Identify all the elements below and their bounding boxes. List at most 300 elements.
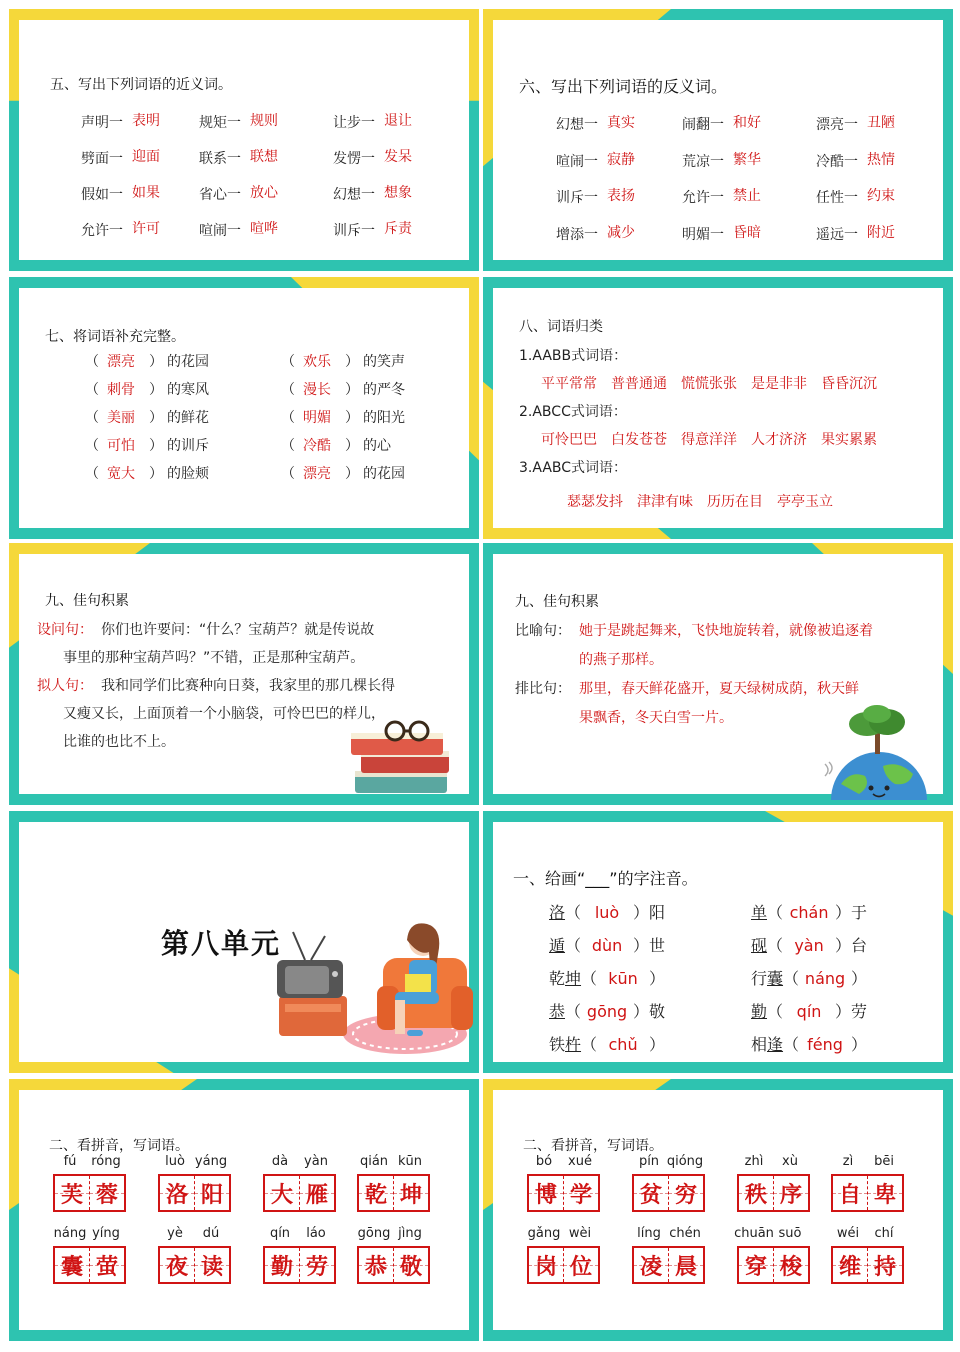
open-paren: （ xyxy=(565,1002,582,1021)
grid-cell xyxy=(359,1176,393,1210)
pinyin-answer: chǔ xyxy=(608,1035,638,1054)
answer-char: 穷 xyxy=(674,1182,697,1208)
grid-cell xyxy=(89,1248,124,1282)
pinyin-answer: yàn xyxy=(794,936,824,955)
category-heading-aabb: 1.AABB式词语： xyxy=(519,348,628,364)
word-prompt: 训斥一 xyxy=(333,223,375,239)
grid-cell xyxy=(160,1176,194,1210)
answer-word: 放心 xyxy=(250,185,278,201)
slide-title: 九、佳句积累 xyxy=(515,594,599,610)
underlined-char: 坤 xyxy=(565,969,582,988)
answer-char: 穿 xyxy=(744,1254,767,1280)
slide-complete-phrases xyxy=(9,277,479,539)
word-prompt: 允许一 xyxy=(81,223,123,239)
slide-unit-title xyxy=(9,811,479,1073)
grid-cell xyxy=(634,1176,668,1210)
slide-title: 六、写出下列词语的反义词。 xyxy=(519,77,728,96)
answer-char: 蓉 xyxy=(95,1182,118,1208)
answer-word: 丑陋 xyxy=(867,115,895,131)
answer-word: 可怕 xyxy=(107,438,135,454)
pinyin-syllable: pín xyxy=(638,1154,660,1169)
tianzige-grid xyxy=(357,1246,430,1284)
phrase-suffix: 的阳光 xyxy=(363,410,405,426)
pinyin-row xyxy=(549,966,665,989)
sentence-text: 果飘香，冬天白雪一片。 xyxy=(579,710,733,726)
grid-cell xyxy=(160,1248,194,1282)
grid-cell xyxy=(563,1248,598,1282)
pinyin-syllable: dà xyxy=(271,1154,289,1169)
close-paren: ） xyxy=(149,382,163,398)
pinyin-syllable: yáng xyxy=(194,1154,228,1169)
close-paren: ） xyxy=(345,438,359,454)
word-prompt: 劈面一 xyxy=(81,151,123,167)
answer-word: 寂静 xyxy=(607,152,635,168)
answer-char: 囊 xyxy=(60,1254,83,1280)
underlined-char: 砚 xyxy=(751,936,768,955)
open-paren: （ xyxy=(281,466,295,482)
tianzige-grid xyxy=(632,1174,705,1212)
open-paren: （ xyxy=(783,969,800,988)
grid-cell xyxy=(55,1248,89,1282)
tianzige-grid xyxy=(53,1174,126,1212)
tianzige-grid xyxy=(263,1174,336,1212)
underlined-char: 勤 xyxy=(751,1002,768,1021)
open-paren: （ xyxy=(85,466,99,482)
category-heading-abcc: 2.ABCC式词语： xyxy=(519,404,627,420)
underlined-char: 恭 xyxy=(549,1002,566,1021)
grid-cell xyxy=(194,1248,229,1282)
pinyin-syllable: xù xyxy=(782,1154,798,1169)
underlined-char: 单 xyxy=(751,903,768,922)
answer-char: 阳 xyxy=(200,1182,223,1208)
slide-body xyxy=(493,822,943,1062)
open-paren: （ xyxy=(85,354,99,370)
open-paren: （ xyxy=(767,1002,784,1021)
close-paren: ） xyxy=(149,354,163,370)
grid-cell xyxy=(299,1248,334,1282)
slide-title: 八、词语归类 xyxy=(519,319,603,335)
tianzige-grid xyxy=(737,1174,810,1212)
answer-word: 斥责 xyxy=(384,221,412,237)
word-prompt: 荒凉一 xyxy=(682,154,724,170)
pinyin-syllable: yàn xyxy=(304,1154,328,1169)
word-prompt: 规矩一 xyxy=(199,115,241,131)
slide-title: 二、看拼音，写词语。 xyxy=(523,1138,663,1154)
answer-char: 劳 xyxy=(305,1254,328,1280)
grid-cell xyxy=(265,1248,299,1282)
grid-cell xyxy=(55,1176,89,1210)
slide-pinyin-annotation xyxy=(483,811,953,1073)
answer-word: 美丽 xyxy=(107,410,135,426)
girl-watching-tv-illustration xyxy=(265,914,475,1060)
close-paren: ） xyxy=(851,969,868,988)
close-paren: ）于 xyxy=(835,903,868,922)
close-paren: ） xyxy=(345,354,359,370)
open-paren: （ xyxy=(767,903,784,922)
answer-word: 许可 xyxy=(132,221,160,237)
close-paren: ）世 xyxy=(633,936,666,955)
sentence-text: 事里的那种宝葫芦吗？”不错，正是那种宝葫芦。 xyxy=(63,650,365,666)
answer-word: 约束 xyxy=(867,188,895,204)
answer-char: 萤 xyxy=(95,1254,118,1280)
prefix-char: 相 xyxy=(751,1035,768,1054)
answer-char: 坤 xyxy=(399,1182,422,1208)
word-prompt: 任性一 xyxy=(816,190,858,206)
word-prompt: 省心一 xyxy=(199,187,241,203)
pinyin-syllable: xué xyxy=(568,1154,592,1169)
phrase-suffix: 的花园 xyxy=(167,354,209,370)
close-paren: ） xyxy=(345,410,359,426)
slide-title: 五、写出下列词语的近义词。 xyxy=(50,77,232,93)
answer-char: 自 xyxy=(838,1182,861,1208)
pinyin-syllable: jìng xyxy=(398,1226,422,1241)
pinyin-syllable: fú xyxy=(63,1154,77,1169)
word-prompt: 发愣一 xyxy=(333,151,375,167)
grid-cell xyxy=(563,1176,598,1210)
prefix-char: 行 xyxy=(751,969,768,988)
pinyin-row xyxy=(751,999,867,1022)
close-paren: ）阳 xyxy=(633,903,666,922)
slide-title: 一、给画“___”的字注音。 xyxy=(513,869,698,888)
slide-body xyxy=(493,554,943,794)
phrase-suffix: 的严冬 xyxy=(363,382,405,398)
word-prompt: 明媚一 xyxy=(682,227,724,243)
slide-word-categories xyxy=(483,277,953,539)
open-paren: （ xyxy=(281,354,295,370)
category-words-aabc: 瑟瑟发抖 津津有味 历历在目 亭亭玉立 xyxy=(567,494,833,510)
sentence-text: 又瘦又长，上面顶着一个小脑袋，可怜巴巴的样儿， xyxy=(63,706,385,722)
pinyin-syllable: dú xyxy=(202,1226,220,1241)
phrase-suffix: 的寒风 xyxy=(167,382,209,398)
answer-word: 和好 xyxy=(733,115,761,131)
grid-cell xyxy=(668,1176,703,1210)
pinyin-answer: kūn xyxy=(608,969,638,988)
close-paren: ） xyxy=(149,438,163,454)
sentence-text: 的燕子那样。 xyxy=(579,652,663,668)
grid-cell xyxy=(194,1176,229,1210)
grid-cell xyxy=(529,1248,563,1282)
word-prompt: 喧闹一 xyxy=(556,154,598,170)
slide-sentences-b xyxy=(483,543,953,805)
sentence-label-parallelism: 排比句： xyxy=(515,681,571,697)
open-paren: （ xyxy=(85,410,99,426)
pinyin-syllable: wéi xyxy=(836,1226,860,1241)
pinyin-syllable: chén xyxy=(669,1226,701,1241)
slide-title: 九、佳句积累 xyxy=(45,593,129,609)
word-prompt: 声明一 xyxy=(81,115,123,131)
sentence-label-metaphor: 比喻句： xyxy=(515,623,571,639)
slide-body xyxy=(19,20,469,260)
open-paren: （ xyxy=(581,969,598,988)
answer-word: 减少 xyxy=(607,225,635,241)
word-prompt: 冷酷一 xyxy=(816,154,858,170)
grid-cell xyxy=(668,1248,703,1282)
answer-word: 如果 xyxy=(132,185,160,201)
slide-body xyxy=(19,554,469,794)
grid-cell xyxy=(833,1176,867,1210)
pinyin-row xyxy=(751,900,867,923)
open-paren: （ xyxy=(783,1035,800,1054)
open-paren: （ xyxy=(565,903,582,922)
answer-char: 持 xyxy=(873,1254,896,1280)
pinyin-syllable: chuān xyxy=(734,1226,774,1241)
close-paren: ） xyxy=(345,466,359,482)
pinyin-syllable: chí xyxy=(874,1226,894,1241)
close-paren: ） xyxy=(345,382,359,398)
grid-cell xyxy=(393,1248,428,1282)
slide-body xyxy=(493,288,943,528)
open-paren: （ xyxy=(85,382,99,398)
grid-cell xyxy=(867,1248,902,1282)
pinyin-syllable: suō xyxy=(778,1226,802,1241)
sentence-text: 比谁的也比不上。 xyxy=(63,734,175,750)
pinyin-syllable: bó xyxy=(535,1154,553,1169)
answer-char: 夜 xyxy=(165,1254,188,1280)
tianzige-grid xyxy=(632,1246,705,1284)
close-paren: ）敬 xyxy=(633,1002,666,1021)
word-prompt: 漂亮一 xyxy=(816,117,858,133)
tianzige-grid xyxy=(831,1246,904,1284)
pinyin-syllable: qióng xyxy=(666,1154,704,1169)
answer-char: 博 xyxy=(534,1182,557,1208)
answer-char: 维 xyxy=(838,1254,861,1280)
answer-word: 喧哗 xyxy=(250,221,278,237)
grid-cell xyxy=(739,1176,773,1210)
answer-char: 洛 xyxy=(165,1182,188,1208)
answer-word: 漂亮 xyxy=(107,354,135,370)
pinyin-syllable: wèi xyxy=(568,1226,592,1241)
phrase-suffix: 的脸颊 xyxy=(167,466,209,482)
tianzige-grid xyxy=(158,1174,231,1212)
tianzige-grid xyxy=(158,1246,231,1284)
answer-word: 发呆 xyxy=(384,149,412,165)
tianzige-grid xyxy=(357,1174,430,1212)
answer-char: 大 xyxy=(270,1182,293,1208)
pinyin-syllable: zhì xyxy=(744,1154,764,1169)
tianzige-grid xyxy=(527,1174,600,1212)
grid-cell xyxy=(89,1176,124,1210)
answer-char: 序 xyxy=(779,1182,802,1208)
slide-sentences-a xyxy=(9,543,479,805)
pinyin-syllable: náng xyxy=(53,1226,87,1241)
open-paren: （ xyxy=(581,1035,598,1054)
tianzige-grid xyxy=(263,1246,336,1284)
grid-cell xyxy=(773,1248,808,1282)
word-prompt: 幻想一 xyxy=(333,187,375,203)
slide-body xyxy=(493,1090,943,1330)
close-paren: ） xyxy=(149,410,163,426)
category-words-abcc: 可怜巴巴 白发苍苍 得意洋洋 人才济济 果实累累 xyxy=(541,432,877,448)
answer-word: 真实 xyxy=(607,115,635,131)
slide-write-words-b xyxy=(483,1079,953,1341)
sentence-text: 我和同学们比赛种向日葵，我家里的那几棵长得 xyxy=(101,678,395,694)
answer-char: 勤 xyxy=(270,1254,293,1280)
sentence-text: 那里，春天鲜花盛开，夏天绿树成荫，秋天鲜 xyxy=(579,681,859,697)
tianzige-grid xyxy=(53,1246,126,1284)
answer-word: 联想 xyxy=(250,149,278,165)
close-paren: ） xyxy=(149,466,163,482)
pinyin-syllable: róng xyxy=(91,1154,121,1169)
slide-body xyxy=(19,1090,469,1330)
pinyin-syllable: yè xyxy=(167,1226,183,1241)
word-prompt: 训斥一 xyxy=(556,190,598,206)
answer-word: 热情 xyxy=(867,152,895,168)
answer-char: 梭 xyxy=(779,1254,802,1280)
open-paren: （ xyxy=(565,936,582,955)
pinyin-row xyxy=(751,933,867,956)
answer-char: 乾 xyxy=(364,1182,387,1208)
answer-word: 冷酷 xyxy=(303,438,331,454)
answer-word: 退让 xyxy=(384,113,412,129)
open-paren: （ xyxy=(85,438,99,454)
answer-word: 规则 xyxy=(250,113,278,129)
tianzige-grid xyxy=(831,1174,904,1212)
prefix-char: 乾 xyxy=(549,969,566,988)
pinyin-syllable: bēi xyxy=(874,1154,894,1169)
answer-char: 贫 xyxy=(639,1182,662,1208)
pinyin-syllable: láo xyxy=(306,1226,326,1241)
grid-cell xyxy=(299,1176,334,1210)
slide-title: 七、将词语补充完整。 xyxy=(45,329,185,345)
answer-char: 学 xyxy=(569,1182,592,1208)
close-paren: ）台 xyxy=(835,936,868,955)
open-paren: （ xyxy=(281,382,295,398)
sentence-text: 你们也许要问：“什么？宝葫芦？就是传说故 xyxy=(101,622,375,638)
answer-word: 表扬 xyxy=(607,188,635,204)
slide-write-words-a xyxy=(9,1079,479,1341)
pinyin-answer: luò xyxy=(594,903,620,922)
answer-char: 卑 xyxy=(873,1182,896,1208)
word-prompt: 遥远一 xyxy=(816,227,858,243)
slide-body xyxy=(19,822,469,1062)
pinyin-answer: náng xyxy=(804,969,846,988)
sentence-label-rhetorical: 设问句： xyxy=(37,622,93,638)
grid-cell xyxy=(773,1176,808,1210)
underlined-char: 囊 xyxy=(767,969,784,988)
pinyin-syllable: kūn xyxy=(397,1154,422,1169)
grid-cell xyxy=(833,1248,867,1282)
answer-char: 晨 xyxy=(674,1254,697,1280)
pinyin-answer: dùn xyxy=(591,936,623,955)
earth-tree-illustration xyxy=(821,704,933,804)
pinyin-answer: féng xyxy=(807,1035,843,1054)
word-prompt: 增添一 xyxy=(556,227,598,243)
grid-cell xyxy=(265,1176,299,1210)
answer-char: 芙 xyxy=(60,1182,83,1208)
phrase-suffix: 的心 xyxy=(363,438,391,454)
pinyin-row xyxy=(549,933,665,956)
phrase-suffix: 的训斥 xyxy=(167,438,209,454)
word-prompt: 喧闹一 xyxy=(199,223,241,239)
answer-word: 宽大 xyxy=(107,466,135,482)
books-glasses-illustration xyxy=(347,719,459,805)
close-paren: ） xyxy=(649,1035,666,1054)
answer-char: 恭 xyxy=(364,1254,387,1280)
pinyin-row xyxy=(751,966,867,989)
answer-word: 欢乐 xyxy=(303,354,331,370)
answer-word: 昏暗 xyxy=(733,225,761,241)
underlined-char: 逢 xyxy=(767,1035,784,1054)
close-paren: ） xyxy=(649,969,666,988)
word-prompt: 允许一 xyxy=(682,190,724,206)
pinyin-syllable: gǎng xyxy=(527,1226,561,1241)
sentence-text: 她于是跳起舞来，飞快地旋转着，就像被追逐着 xyxy=(579,623,873,639)
pinyin-answer: qín xyxy=(796,1002,822,1021)
answer-char: 读 xyxy=(200,1254,223,1280)
grid-cell xyxy=(359,1248,393,1282)
prefix-char: 铁 xyxy=(549,1035,566,1054)
answer-word: 繁华 xyxy=(733,152,761,168)
category-heading-aabc: 3.AABC式词语： xyxy=(519,460,628,476)
answer-word: 禁止 xyxy=(733,188,761,204)
answer-word: 想象 xyxy=(384,185,412,201)
word-prompt: 幻想一 xyxy=(556,117,598,133)
slide-body xyxy=(19,288,469,528)
tianzige-grid xyxy=(737,1246,810,1284)
pinyin-syllable: gōng xyxy=(357,1226,391,1241)
answer-char: 雁 xyxy=(305,1182,328,1208)
grid-cell xyxy=(634,1248,668,1282)
answer-word: 漂亮 xyxy=(303,466,331,482)
answer-word: 迎面 xyxy=(132,149,160,165)
phrase-suffix: 的花园 xyxy=(363,466,405,482)
tianzige-grid xyxy=(527,1246,600,1284)
pinyin-row xyxy=(751,1032,867,1055)
grid-cell xyxy=(393,1176,428,1210)
answer-char: 敬 xyxy=(399,1254,422,1280)
pinyin-row xyxy=(549,1032,665,1055)
word-prompt: 让步一 xyxy=(333,115,375,131)
close-paren: ） xyxy=(851,1035,868,1054)
pinyin-syllable: líng xyxy=(637,1226,661,1241)
category-words-aabb: 平平常常 普普通通 慌慌张张 是是非非 昏昏沉沉 xyxy=(541,376,877,392)
answer-char: 凌 xyxy=(639,1254,662,1280)
sentence-label-personification: 拟人句： xyxy=(37,678,93,694)
phrase-suffix: 的鲜花 xyxy=(167,410,209,426)
slide-synonyms xyxy=(9,9,479,271)
slide-body xyxy=(493,20,943,260)
slide-title: 二、看拼音，写词语。 xyxy=(49,1138,189,1154)
underlined-char: 洛 xyxy=(549,903,566,922)
grid-cell xyxy=(529,1176,563,1210)
pinyin-row xyxy=(549,900,665,923)
open-paren: （ xyxy=(767,936,784,955)
grid-cell xyxy=(739,1248,773,1282)
pinyin-row xyxy=(549,999,665,1022)
answer-word: 刺骨 xyxy=(107,382,135,398)
pinyin-syllable: yíng xyxy=(92,1226,120,1241)
answer-word: 表明 xyxy=(132,113,160,129)
close-paren: ）劳 xyxy=(835,1002,868,1021)
word-prompt: 联系一 xyxy=(199,151,241,167)
answer-word: 漫长 xyxy=(303,382,331,398)
answer-char: 位 xyxy=(569,1254,592,1280)
slide-antonyms xyxy=(483,9,953,271)
underlined-char: 杵 xyxy=(565,1035,582,1054)
word-prompt: 假如一 xyxy=(81,187,123,203)
unit-title: 第八单元 xyxy=(161,927,282,960)
answer-char: 秩 xyxy=(744,1182,767,1208)
pinyin-syllable: qián xyxy=(359,1154,389,1169)
open-paren: （ xyxy=(281,410,295,426)
pinyin-answer: gōng xyxy=(586,1002,628,1021)
open-paren: （ xyxy=(281,438,295,454)
phrase-suffix: 的笑声 xyxy=(363,354,405,370)
word-prompt: 闹翻一 xyxy=(682,117,724,133)
pinyin-syllable: qín xyxy=(269,1226,291,1241)
answer-word: 明媚 xyxy=(303,410,331,426)
pinyin-syllable: zì xyxy=(842,1154,854,1169)
